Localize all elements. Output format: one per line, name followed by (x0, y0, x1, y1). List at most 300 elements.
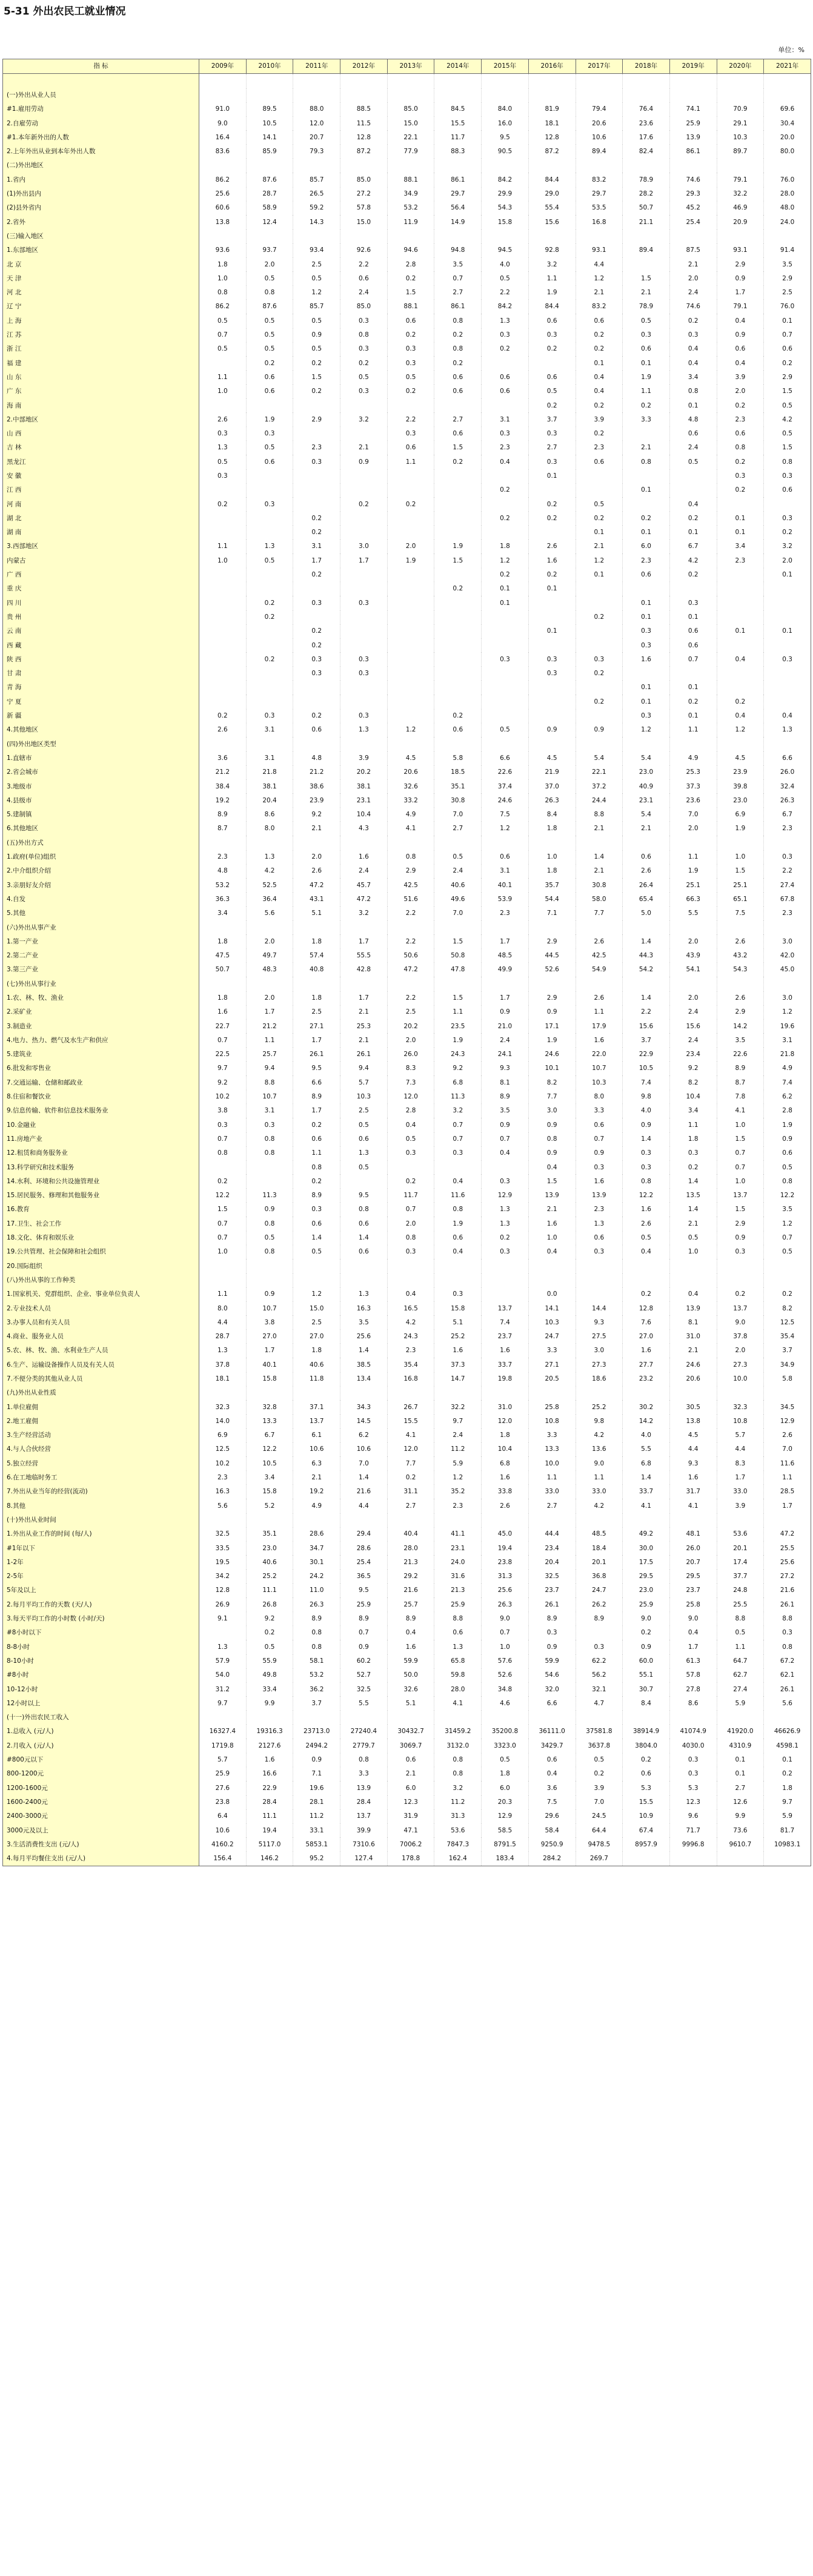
table-cell: 16.0 (482, 116, 529, 130)
table-cell: 1.5 (434, 553, 482, 567)
row-label: 北 京 (3, 257, 199, 271)
table-cell: 0.5 (293, 314, 340, 328)
table-cell (340, 74, 388, 88)
table-cell: 40.6 (434, 878, 482, 892)
table-cell (717, 1513, 764, 1527)
table-cell: 4598.1 (764, 1739, 811, 1752)
table-cell (717, 610, 764, 624)
table-cell (387, 1711, 434, 1725)
table-cell (340, 1273, 388, 1287)
table-cell (528, 1273, 576, 1287)
table-row (3, 765, 811, 779)
table-cell: 2.2 (387, 412, 434, 426)
table-cell (528, 1259, 576, 1273)
table-cell: 0.9 (340, 455, 388, 469)
table-cell: 2.0 (669, 991, 717, 1005)
table-cell: 0.6 (434, 1231, 482, 1245)
table-cell: 79.1 (717, 173, 764, 187)
table-cell: 0.7 (199, 1217, 247, 1230)
table-cell: 10.1 (528, 1062, 576, 1075)
table-cell: 25.2 (576, 1400, 623, 1414)
table-cell: 0.1 (623, 610, 670, 624)
table-cell: 52.5 (246, 878, 293, 892)
table-cell (293, 469, 340, 483)
table-cell (528, 920, 576, 934)
table-cell (623, 977, 670, 991)
table-cell: 3.0 (764, 991, 811, 1005)
table-cell: 74.6 (669, 173, 717, 187)
table-cell: 0.3 (293, 1203, 340, 1217)
table-cell: 32.0 (528, 1682, 576, 1696)
table-row (3, 1795, 811, 1809)
table-cell: 1.1 (528, 1471, 576, 1485)
table-cell: 0.5 (340, 1118, 388, 1132)
row-label: 3.每天平均工作的小时数 (小时/天) (3, 1612, 199, 1626)
row-label: 5.建制镇 (3, 808, 199, 822)
table-cell (623, 1513, 670, 1527)
table-cell (387, 920, 434, 934)
table-cell: 25.8 (669, 1597, 717, 1611)
table-cell: 28.6 (340, 1541, 388, 1555)
table-cell: 28.7 (246, 187, 293, 201)
table-cell: 31.9 (387, 1809, 434, 1823)
table-cell: 2.3 (199, 850, 247, 864)
table-cell: 4.3 (340, 822, 388, 836)
table-cell: 3.0 (340, 540, 388, 553)
table-row (3, 230, 811, 243)
table-cell: 0.2 (576, 610, 623, 624)
table-cell (764, 667, 811, 681)
table-cell: 2.3 (482, 907, 529, 920)
table-cell: 19.5 (199, 1555, 247, 1569)
table-cell: 1.6 (669, 1471, 717, 1485)
table-cell: 24.4 (576, 793, 623, 807)
table-cell: 10.6 (293, 1442, 340, 1456)
table-cell: 5.4 (576, 751, 623, 765)
table-cell: 4.4 (340, 1499, 388, 1513)
table-cell: 3.9 (576, 1781, 623, 1795)
table-cell: 34.7 (293, 1541, 340, 1555)
table-cell: 0.5 (387, 1132, 434, 1146)
table-cell: 1.6 (576, 1033, 623, 1047)
table-cell: 38.4 (199, 779, 247, 793)
table-cell: 11.3 (246, 1189, 293, 1203)
table-cell: 0.4 (387, 1118, 434, 1132)
table-cell: 93.6 (199, 243, 247, 257)
table-cell: 2.6 (576, 934, 623, 948)
table-cell (434, 526, 482, 540)
table-cell: 0.8 (246, 1245, 293, 1259)
table-cell: 1.0 (528, 1231, 576, 1245)
table-cell: 0.6 (717, 342, 764, 356)
table-cell: 11.7 (434, 130, 482, 144)
table-cell: 0.6 (340, 1217, 388, 1230)
table-cell (576, 582, 623, 596)
table-cell (246, 512, 293, 526)
table-cell (340, 230, 388, 243)
table-cell: 1.7 (669, 1640, 717, 1654)
table-cell (199, 74, 247, 88)
table-cell: 1.6 (482, 1471, 529, 1485)
table-cell: 26.3 (764, 793, 811, 807)
table-cell (340, 638, 388, 652)
table-cell: 84.2 (482, 173, 529, 187)
table-cell (340, 398, 388, 412)
table-cell: 1.1 (434, 1005, 482, 1019)
table-cell: 0.3 (387, 427, 434, 441)
table-cell: 0.2 (293, 526, 340, 540)
row-label: 4.县级市 (3, 793, 199, 807)
table-cell: 1.6 (246, 1753, 293, 1767)
table-cell: 0.2 (717, 455, 764, 469)
table-cell (623, 497, 670, 511)
table-cell: 38914.9 (623, 1725, 670, 1739)
table-cell: 2.3 (199, 1471, 247, 1485)
table-cell: 29.7 (576, 187, 623, 201)
table-cell: 2.6 (293, 864, 340, 878)
table-row (3, 1626, 811, 1640)
table-cell: 2.9 (764, 271, 811, 285)
table-cell: 0.4 (528, 1245, 576, 1259)
table-row (3, 455, 811, 469)
table-cell: 13.9 (340, 1781, 388, 1795)
table-cell: 0.8 (434, 1203, 482, 1217)
table-cell: 7006.2 (387, 1837, 434, 1851)
row-label: 7.交通运输、仓储和邮政业 (3, 1075, 199, 1089)
table-cell: 3.3 (623, 412, 670, 426)
table-cell (434, 398, 482, 412)
table-cell (293, 1386, 340, 1400)
table-cell: 3.6 (199, 751, 247, 765)
header-year: 2017年 (576, 59, 623, 74)
table-cell: 15.8 (482, 215, 529, 229)
table-cell: 87.2 (340, 145, 388, 159)
table-cell: 9.1 (199, 1612, 247, 1626)
table-cell: 13.9 (669, 1301, 717, 1315)
table-cell: 1.3 (482, 314, 529, 328)
table-cell (528, 483, 576, 497)
table-cell: 0.9 (717, 271, 764, 285)
table-cell: 0.3 (482, 427, 529, 441)
table-cell: 0.6 (246, 455, 293, 469)
table-cell: 34.8 (482, 1682, 529, 1696)
table-cell: 29.5 (623, 1570, 670, 1584)
table-cell: 25.9 (434, 1597, 482, 1611)
table-cell: 5.8 (764, 1372, 811, 1386)
table-cell: 31.0 (482, 1400, 529, 1414)
table-cell: 21.0 (482, 1019, 529, 1033)
table-cell (387, 1386, 434, 1400)
table-cell: 0.5 (340, 371, 388, 385)
table-cell: 0.4 (576, 385, 623, 398)
table-cell: 24.2 (293, 1570, 340, 1584)
table-row (3, 553, 811, 567)
table-cell (340, 483, 388, 497)
table-cell (387, 681, 434, 695)
table-cell: 1.2 (717, 723, 764, 737)
table-cell: 6.0 (387, 1781, 434, 1795)
table-cell (387, 977, 434, 991)
table-cell: 3.1 (764, 1033, 811, 1047)
table-row (3, 1344, 811, 1358)
table-cell: 8.1 (482, 1075, 529, 1089)
table-cell: 12.4 (246, 215, 293, 229)
table-cell (576, 483, 623, 497)
table-cell (669, 920, 717, 934)
table-cell: 0.2 (576, 512, 623, 526)
table-cell (717, 737, 764, 751)
row-label: 5年及以上 (3, 1584, 199, 1597)
table-row (3, 610, 811, 624)
table-cell: 0.7 (482, 1132, 529, 1146)
table-cell: 4.1 (717, 1104, 764, 1118)
table-cell: 0.9 (764, 1132, 811, 1146)
table-cell: 0.1 (764, 624, 811, 638)
table-cell: 27.2 (764, 1570, 811, 1584)
table-cell (199, 610, 247, 624)
table-cell: 9.2 (669, 1062, 717, 1075)
table-cell: 9.5 (293, 1062, 340, 1075)
table-cell: 3.4 (717, 540, 764, 553)
table-cell: 0.2 (576, 667, 623, 681)
table-cell: 8.8 (246, 1075, 293, 1089)
table-cell: 25.4 (340, 1555, 388, 1569)
table-cell: 54.2 (623, 963, 670, 977)
table-cell: 86.1 (434, 173, 482, 187)
table-cell: 3.5 (717, 1033, 764, 1047)
table-row (3, 1358, 811, 1372)
table-row (3, 667, 811, 681)
table-cell: 2.4 (434, 864, 482, 878)
table-cell: 13.3 (246, 1415, 293, 1428)
table-cell (623, 1852, 670, 1866)
table-cell (669, 737, 717, 751)
row-label: 2.自雇劳动 (3, 116, 199, 130)
table-cell: 5117.0 (246, 1837, 293, 1851)
table-cell (293, 497, 340, 511)
table-cell: 7.3 (387, 1075, 434, 1089)
table-cell: 21.2 (246, 1019, 293, 1033)
table-cell: 30.4 (764, 116, 811, 130)
table-cell: 0.2 (340, 497, 388, 511)
table-cell: 36.5 (340, 1570, 388, 1584)
table-cell (293, 427, 340, 441)
table-cell: 2.3 (623, 553, 670, 567)
row-label: 11.房地产业 (3, 1132, 199, 1146)
table-cell: 1.1 (623, 385, 670, 398)
table-cell: 84.4 (528, 300, 576, 314)
table-cell (199, 1386, 247, 1400)
table-cell (669, 74, 717, 88)
row-label: 3.制造业 (3, 1019, 199, 1033)
table-cell (576, 230, 623, 243)
table-cell: 18.6 (576, 1372, 623, 1386)
table-cell: 2.7 (434, 412, 482, 426)
row-label: 3.生活消费性支出 (元/人) (3, 1837, 199, 1851)
table-cell: 6.7 (246, 1428, 293, 1442)
table-cell: 0.1 (623, 695, 670, 708)
row-label: 2.上年外出从业到本年外出人数 (3, 145, 199, 159)
table-cell: 49.6 (434, 893, 482, 907)
table-cell (434, 1259, 482, 1273)
table-cell (576, 681, 623, 695)
table-row (3, 934, 811, 948)
row-label: 5.建筑业 (3, 1048, 199, 1062)
table-cell: 3.7 (528, 412, 576, 426)
table-cell (340, 88, 388, 102)
table-cell: 1.0 (199, 1245, 247, 1259)
table-row (3, 991, 811, 1005)
table-cell: 11.7 (387, 1189, 434, 1203)
table-cell (764, 230, 811, 243)
table-cell: 0.6 (528, 1753, 576, 1767)
table-cell: 0.3 (717, 469, 764, 483)
table-row (3, 920, 811, 934)
table-cell: 0.7 (482, 1626, 529, 1640)
table-cell: 7.0 (434, 907, 482, 920)
table-cell: 24.8 (717, 1584, 764, 1597)
table-cell: 8.7 (199, 822, 247, 836)
table-cell: 0.7 (434, 1118, 482, 1132)
table-cell: 0.2 (764, 526, 811, 540)
table-cell (293, 398, 340, 412)
row-label: 云 南 (3, 624, 199, 638)
table-cell: 2.1 (623, 822, 670, 836)
table-cell (482, 159, 529, 173)
table-row (3, 1372, 811, 1386)
table-cell: 3069.7 (387, 1739, 434, 1752)
table-cell: 0.9 (528, 1146, 576, 1160)
table-cell: 20.4 (246, 793, 293, 807)
table-cell: 31.7 (669, 1485, 717, 1499)
table-cell: 27.7 (623, 1358, 670, 1372)
table-cell: 49.9 (482, 963, 529, 977)
table-cell: 17.9 (576, 1019, 623, 1033)
table-cell: 0.2 (528, 512, 576, 526)
table-cell: 28.7 (199, 1330, 247, 1344)
table-cell: 0.7 (764, 1231, 811, 1245)
table-cell: 2.1 (623, 441, 670, 455)
row-label: (十一)外出农民工收入 (3, 1711, 199, 1725)
table-cell: 87.2 (528, 145, 576, 159)
table-row (3, 1048, 811, 1062)
table-cell: 54.3 (482, 201, 529, 215)
table-cell: 25.9 (199, 1767, 247, 1781)
table-cell: 6.2 (340, 1428, 388, 1442)
row-label: 4.电力、热力、燃气及水生产和供应 (3, 1033, 199, 1047)
table-cell: 2.5 (340, 1104, 388, 1118)
table-cell: 28.5 (764, 1485, 811, 1499)
table-cell: 0.8 (717, 441, 764, 455)
table-cell: 37.8 (199, 1358, 247, 1372)
table-cell: 8.9 (199, 808, 247, 822)
table-cell: 32.5 (340, 1682, 388, 1696)
table-cell: 47.2 (764, 1527, 811, 1541)
table-cell: 0.2 (528, 342, 576, 356)
table-cell: 0.3 (623, 624, 670, 638)
table-cell (623, 469, 670, 483)
table-cell: 24.0 (764, 215, 811, 229)
row-label: 8.其他 (3, 1499, 199, 1513)
table-row (3, 1513, 811, 1527)
table-cell: 0.2 (717, 398, 764, 412)
table-cell: 1.2 (293, 286, 340, 300)
table-row (3, 159, 811, 173)
table-cell: 0.1 (669, 681, 717, 695)
table-cell: 0.3 (623, 328, 670, 342)
table-row (3, 695, 811, 708)
table-row (3, 116, 811, 130)
table-cell: 85.0 (340, 173, 388, 187)
table-cell: 23.5 (434, 1019, 482, 1033)
table-row (3, 1273, 811, 1287)
table-cell: 3.9 (717, 1499, 764, 1513)
table-cell: 40.6 (246, 1555, 293, 1569)
table-cell: 0.2 (246, 1626, 293, 1640)
table-cell: 20.4 (528, 1555, 576, 1569)
table-cell: 32.8 (246, 1400, 293, 1414)
table-row (3, 596, 811, 610)
table-cell: 2.0 (246, 991, 293, 1005)
table-cell: 6.4 (199, 1809, 247, 1823)
table-cell: 1.2 (764, 1005, 811, 1019)
table-cell (576, 88, 623, 102)
table-cell: 28.0 (387, 1541, 434, 1555)
table-cell: 26.1 (528, 1597, 576, 1611)
row-label: (二)外出地区 (3, 159, 199, 173)
table-cell: 36111.0 (528, 1725, 576, 1739)
table-cell: 25.4 (669, 215, 717, 229)
table-cell: 20.1 (576, 1555, 623, 1569)
table-cell: 8.6 (669, 1696, 717, 1710)
table-cell: 42.0 (764, 949, 811, 963)
table-cell: 50.0 (387, 1668, 434, 1682)
table-cell (387, 159, 434, 173)
table-cell: 46626.9 (764, 1725, 811, 1739)
table-cell: 15.5 (434, 116, 482, 130)
table-cell: 0.1 (717, 1767, 764, 1781)
table-cell: 2.0 (246, 934, 293, 948)
table-cell: 1.9 (764, 1118, 811, 1132)
table-cell: 183.4 (482, 1852, 529, 1866)
table-cell (434, 88, 482, 102)
table-cell (246, 159, 293, 173)
table-cell: 1.9 (623, 371, 670, 385)
table-cell: 1.1 (199, 540, 247, 553)
table-cell: 33.7 (623, 1485, 670, 1499)
table-cell: 3.3 (576, 1104, 623, 1118)
table-cell: 2.2 (623, 1005, 670, 1019)
table-cell: 8.9 (293, 1612, 340, 1626)
table-cell (434, 1160, 482, 1174)
table-cell: 12.9 (482, 1189, 529, 1203)
table-cell: 89.7 (717, 145, 764, 159)
table-cell: 20.6 (669, 1372, 717, 1386)
table-cell: 1.4 (623, 1471, 670, 1485)
table-cell: 0.9 (576, 723, 623, 737)
row-label: 山 西 (3, 427, 199, 441)
table-cell: 15.8 (434, 1301, 482, 1315)
table-cell: 54.4 (528, 893, 576, 907)
table-cell (623, 1711, 670, 1725)
table-cell: 1.2 (623, 723, 670, 737)
table-cell: 1.5 (434, 991, 482, 1005)
table-cell (482, 1273, 529, 1287)
table-cell (387, 610, 434, 624)
table-cell: 0.7 (669, 652, 717, 666)
row-label: 12小时以上 (3, 1696, 199, 1710)
table-row (3, 427, 811, 441)
